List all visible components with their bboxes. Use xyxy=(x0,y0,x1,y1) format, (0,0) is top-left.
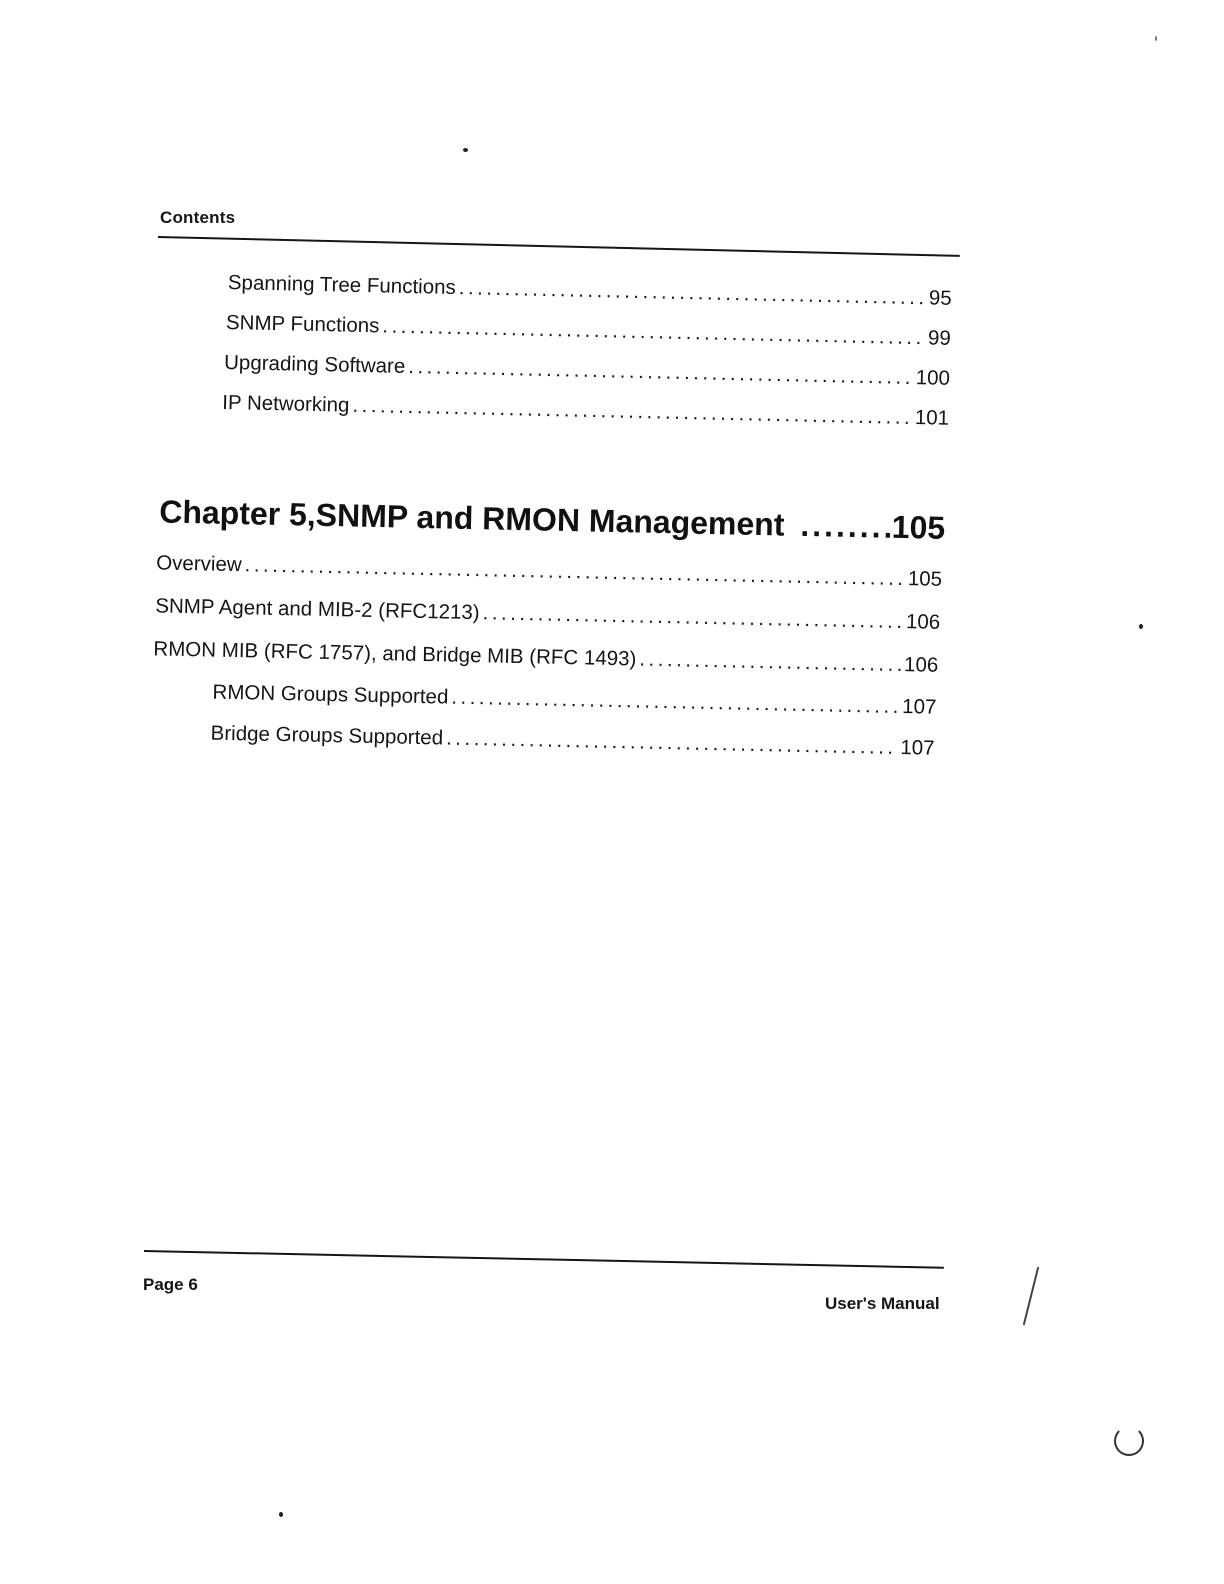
toc-entry-page: 106 xyxy=(905,610,941,634)
toc-entry[interactable] xyxy=(228,271,952,311)
toc-entry-page: 107 xyxy=(900,736,935,760)
scan-speck xyxy=(1139,624,1143,629)
chapter-heading[interactable] xyxy=(159,493,946,546)
dot-leader xyxy=(244,553,905,591)
dot-leader xyxy=(459,276,927,310)
dot-leader xyxy=(482,601,903,634)
toc-entry[interactable] xyxy=(226,311,951,351)
toc-entry[interactable] xyxy=(222,391,949,431)
dot-leader xyxy=(800,507,890,546)
toc-entry[interactable] xyxy=(156,551,942,591)
toc-entry[interactable] xyxy=(224,351,950,391)
chapter-page: 105 xyxy=(891,508,946,546)
toc-entry[interactable] xyxy=(155,594,940,634)
toc-entry-page: 106 xyxy=(903,653,939,677)
scan-speck xyxy=(463,148,468,152)
page-header-title: Contents xyxy=(160,208,236,227)
chapter-title: Chapter 5,SNMP and RMON Management xyxy=(158,493,785,543)
dot-leader xyxy=(408,355,913,390)
toc-entry-label: RMON MIB (RFC 1757), and Bridge MIB (RFC 1493) xyxy=(153,637,637,671)
dot-leader xyxy=(639,648,901,677)
scan-speck xyxy=(1155,36,1157,41)
toc-entry-label: SNMP Functions xyxy=(225,311,380,338)
toc-entry-page: 105 xyxy=(907,567,943,591)
dot-leader xyxy=(451,686,899,719)
toc-entry-label: SNMP Agent and MIB-2 (RFC1213) xyxy=(155,594,480,625)
toc-entry-page: 100 xyxy=(915,366,951,390)
toc-entry-label: RMON Groups Supported xyxy=(212,680,449,709)
footer-page-number: Page 6 xyxy=(143,1275,198,1294)
dot-leader xyxy=(446,727,898,760)
toc-entry-page: 107 xyxy=(901,695,937,719)
toc-entry-page: 95 xyxy=(928,286,952,310)
footer-manual-title: User's Manual xyxy=(825,1294,940,1313)
toc-entry-label: Bridge Groups Supported xyxy=(210,721,444,750)
toc-entry-label: Spanning Tree Functions xyxy=(227,271,457,300)
toc-entry-label: Upgrading Software xyxy=(223,350,406,378)
footer-divider xyxy=(144,1250,944,1269)
toc-entry-label: IP Networking xyxy=(222,390,350,417)
dot-leader xyxy=(352,394,912,430)
scan-speck xyxy=(1114,1426,1144,1456)
toc-entry-page: 101 xyxy=(914,406,950,430)
header-divider xyxy=(158,236,960,257)
toc-entry[interactable] xyxy=(153,637,938,677)
toc-subentry[interactable] xyxy=(212,681,936,720)
dot-leader xyxy=(382,314,925,350)
scan-speck xyxy=(279,1512,283,1517)
toc-subentry[interactable] xyxy=(210,722,934,761)
toc-entry-page: 99 xyxy=(927,326,952,350)
scan-speck xyxy=(1023,1267,1039,1326)
toc-entry-label: Overview xyxy=(156,551,242,577)
